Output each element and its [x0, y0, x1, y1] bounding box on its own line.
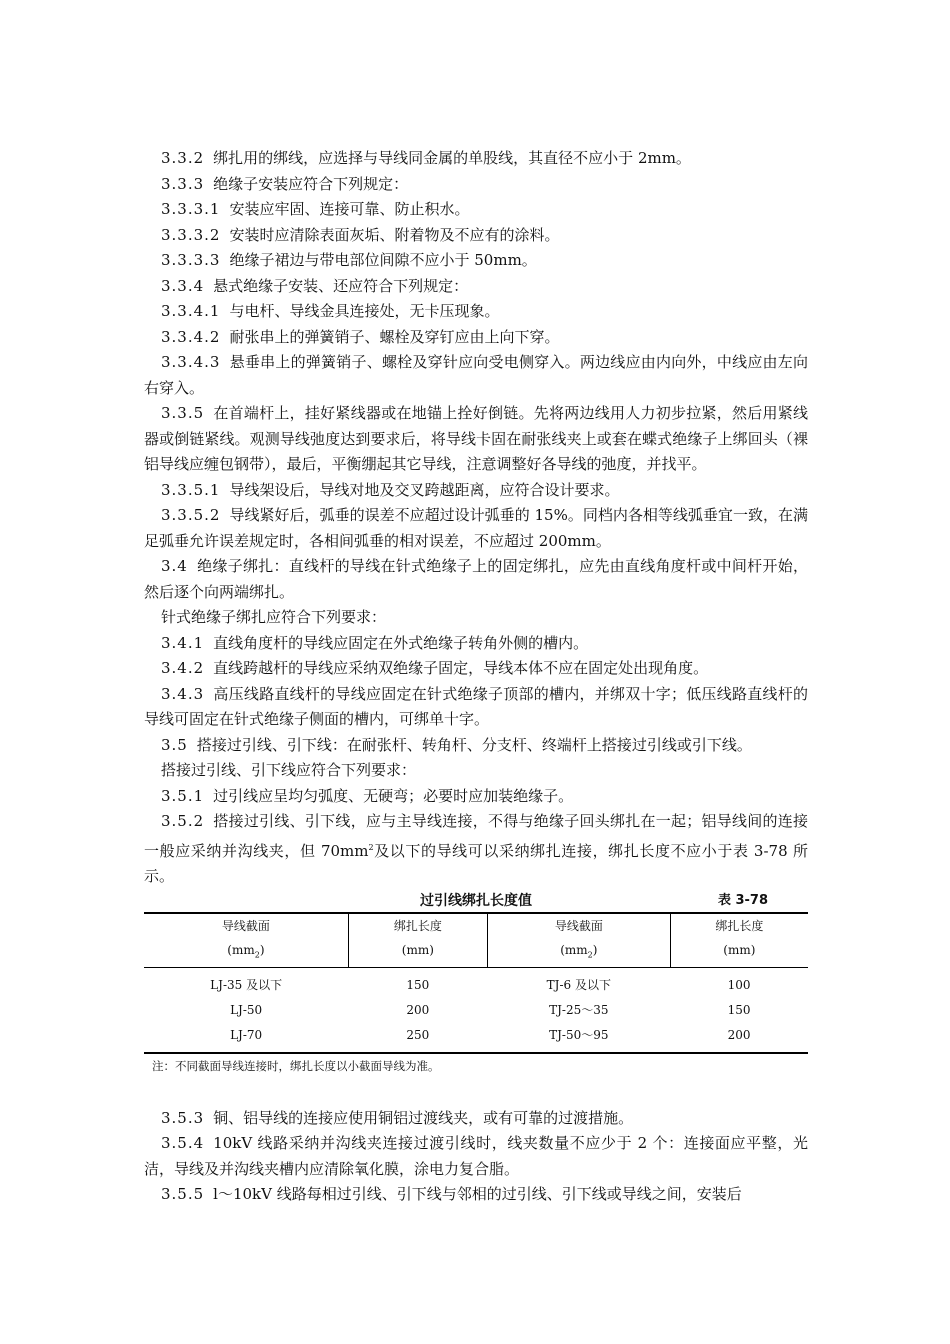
clause-number: 3.3.5: [161, 404, 205, 422]
header-unit: [488, 938, 670, 967]
clause-number: 3.3.5.2: [161, 506, 221, 524]
paragraph: [144, 325, 808, 351]
paragraph-block-upper: [144, 146, 808, 809]
binding-length-table: [144, 912, 808, 1054]
clause-text: 绝缘子绑扎：直线杆的导线在针式绝缘子上的固定绑扎，应先由直线角度杆或中间杆开始，然后逐个向两端绑扎。: [144, 557, 808, 601]
paragraph: [144, 401, 808, 478]
table-header-row: [144, 913, 808, 968]
paragraph: [144, 274, 808, 300]
table-cell: 150: [406, 977, 430, 992]
clause-text: 铜、铝导线的连接应使用铜铝过渡线夹，或有可靠的过渡措施。: [213, 1108, 634, 1127]
clause-text: 过引线应呈均匀弧度、无硬弯；必要时应加装绝缘子。: [213, 786, 574, 805]
table-header-cell: [487, 913, 670, 968]
table-cell: TJ-6 及以下: [546, 977, 611, 992]
clause-text-continued: 及以下的导线可以采纳绑扎连接，绑扎长度不应小于表 3-78 所示。: [144, 841, 808, 885]
clause-number: 3.3.4.2: [161, 327, 221, 346]
clause-text: 10kV 线路采纳并沟线夹连接过渡引线时，线夹数量不应少于 2 个：连接面应平整，光洁，导线及并沟线夹槽内应清除氧化膜，涂电力复合脂。: [144, 1134, 808, 1178]
table-cell: LJ-50: [230, 1002, 263, 1017]
table-row: [144, 998, 808, 1023]
paragraph: [144, 1182, 808, 1208]
paragraph: [144, 299, 808, 325]
paragraph: [144, 733, 808, 759]
header-unit: [671, 938, 808, 967]
clause-number: 3.4.2: [161, 659, 205, 677]
clause-text: 安装应牢固、连接可靠、防止积水。: [229, 200, 470, 218]
paragraph: [144, 656, 808, 682]
paragraph: [144, 478, 808, 504]
paragraph: [144, 146, 808, 172]
superscript: 2: [368, 842, 374, 852]
unit-text: (mm): [723, 942, 756, 957]
paragraph: [144, 350, 808, 401]
table-cell: 100: [727, 977, 751, 992]
clause-text: 高压线路直线杆的导线应固定在针式绝缘子顶部的槽内，并绑双十字；低压线路直线杆的导线可固定在针式绝缘子侧面的槽内，可绑单十字。: [144, 684, 808, 728]
unit-subscript: 2: [254, 949, 260, 959]
paragraph: [144, 197, 808, 223]
clause-text: 与电杆、导线金具连接处，无卡压现象。: [229, 302, 500, 320]
clause-text: 导线紧好后，弧垂的误差不应超过设计弧垂的 15%。同档内各相等线弧垂宜一致，在满足弧垂允许误差规定时，各相间弧垂的相对误差，不应超过 200mm。: [144, 506, 808, 550]
clause-number: 3.3.4: [161, 276, 205, 295]
clause-number: 3.4.1: [161, 633, 205, 652]
document-page: [144, 146, 808, 1208]
clause-number: 3.5.4: [161, 1134, 205, 1153]
paragraph: [144, 605, 808, 631]
clause-text: 针式绝缘子绑扎应符合下列要求：: [161, 608, 387, 626]
unit-subscript: 2: [587, 949, 593, 959]
clause-text: 绝缘子安装应符合下列规定：: [213, 174, 409, 193]
paragraph: [144, 223, 808, 249]
clause-text: 搭接过引线、引下线，应与主导线连接，不得与绝缘子回头绑扎在一起；铝导线间的连接一般应采纳并沟线夹，但 70mm: [144, 812, 808, 860]
paragraph: [144, 631, 808, 657]
paragraph: [144, 758, 808, 784]
table-title: 过引线绑扎长度值: [420, 892, 532, 909]
paragraph: [144, 682, 808, 733]
clause-number: 3.5.3: [161, 1108, 205, 1127]
clause-number: 3.3.5.1: [161, 480, 221, 499]
clause-number: 3.3.3.1: [161, 200, 221, 218]
paragraph-3-5-2: [144, 809, 808, 890]
header-label: 绑扎长度: [715, 918, 764, 933]
header-label: 绑扎长度: [393, 918, 442, 933]
unit-text-end: ): [259, 942, 265, 957]
clause-text: 悬垂串上的弹簧销子、螺栓及穿针应向受电侧穿入。两边线应由内向外，中线应由左向右穿入。: [144, 353, 808, 397]
clause-text: 绑扎用的绑线，应选择与导线同金属的单股线，其直径不应小于 2mm。: [213, 149, 691, 167]
clause-text: 在首端杆上，挂好紧线器或在地锚上拴好倒链。先将两边线用人力初步拉紧，然后用紧线器或倒链紧线。观测导线弛度达到要求后，将导线卡固在耐张线夹上或套在蝶式绝缘子上绑回头（裸铝导线应缠包钢带），最后，平衡绷起其它导线，注意调整好各导线的弛度，并找平。: [144, 404, 808, 473]
table-row: [144, 967, 808, 998]
table-cell: TJ-25～35: [549, 1002, 609, 1017]
header-label: 导线截面: [554, 918, 603, 933]
table-cell: 200: [727, 1027, 751, 1042]
table-row: [144, 1023, 808, 1053]
clause-text: 绝缘子裙边与带电部位间隙不应小于 50mm。: [229, 251, 537, 269]
paragraph: [144, 784, 808, 810]
clause-text: 耐张串上的弹簧销子、螺栓及穿钉应由上向下穿。: [229, 327, 560, 346]
clause-number: 3.5.2: [161, 812, 205, 830]
table-cell: 150: [727, 1002, 751, 1017]
paragraph-block-lower: [144, 1106, 808, 1208]
clause-text: 导线架设后，导线对地及交叉跨越距离，应符合设计要求。: [229, 480, 620, 499]
unit-text: (mm: [227, 942, 255, 957]
clause-number: 3.5.5: [161, 1185, 205, 1204]
table-header-cell: [144, 913, 348, 968]
table-note: 注：不同截面导线连接时，绑扎长度以小截面导线为准。: [152, 1058, 440, 1073]
header-unit: [349, 938, 487, 967]
table-caption: [144, 890, 808, 912]
clause-number: 3.3.3.3: [161, 251, 221, 269]
table-cell: LJ-70: [230, 1027, 263, 1042]
clause-text: 直线角度杆的导线应固定在外式绝缘子转角外侧的槽内。: [213, 633, 589, 652]
paragraph: [144, 248, 808, 274]
clause-number: 3.3.4.1: [161, 302, 221, 320]
table-header-cell: [348, 913, 487, 968]
clause-number: 3.3.3: [161, 174, 205, 193]
table-cell: 200: [406, 1002, 430, 1017]
paragraph: [144, 1131, 808, 1182]
table-body: [144, 967, 808, 1053]
clause-number: 3.5.1: [161, 786, 205, 805]
paragraph: [144, 1106, 808, 1132]
clause-text: 悬式绝缘子安装、还应符合下列规定：: [213, 276, 469, 295]
paragraph: [144, 503, 808, 554]
clause-text: 搭接过引线、引下线应符合下列要求：: [161, 761, 417, 779]
clause-number: 3.4.3: [161, 684, 205, 703]
table-number: 表 3-78: [717, 892, 768, 908]
clause-text: 安装时应清除表面灰垢、附着物及不应有的涂料。: [229, 225, 560, 244]
clause-text: l～10kV 线路每相过引线、引下线与邻相的过引线、引下线或导线之间，安装后: [213, 1185, 742, 1204]
clause-number: 3.4: [161, 557, 188, 575]
unit-text: (mm): [401, 942, 434, 957]
table-header-cell: [670, 913, 808, 968]
header-label: 导线截面: [221, 918, 270, 933]
table-cell: LJ-35 及以下: [210, 977, 283, 992]
clause-number: 3.3.3.2: [161, 225, 221, 244]
paragraph: [144, 554, 808, 605]
header-unit: [144, 938, 348, 967]
paragraph: [144, 172, 808, 198]
unit-text: (mm: [560, 942, 588, 957]
clause-number: 3.3.2: [161, 149, 205, 167]
clause-text: 搭接过引线、引下线：在耐张杆、转角杆、分支杆、终端杆上搭接过引线或引下线。: [196, 735, 752, 754]
clause-number: 3.3.4.3: [161, 353, 221, 371]
clause-number: 3.5: [161, 735, 188, 754]
unit-text-end: ): [592, 942, 598, 957]
table-cell: TJ-50～95: [549, 1027, 609, 1042]
clause-text: 直线跨越杆的导线应采纳双绝缘子固定，导线本体不应在固定处出现角度。: [213, 659, 709, 677]
table-cell: 250: [406, 1027, 430, 1042]
